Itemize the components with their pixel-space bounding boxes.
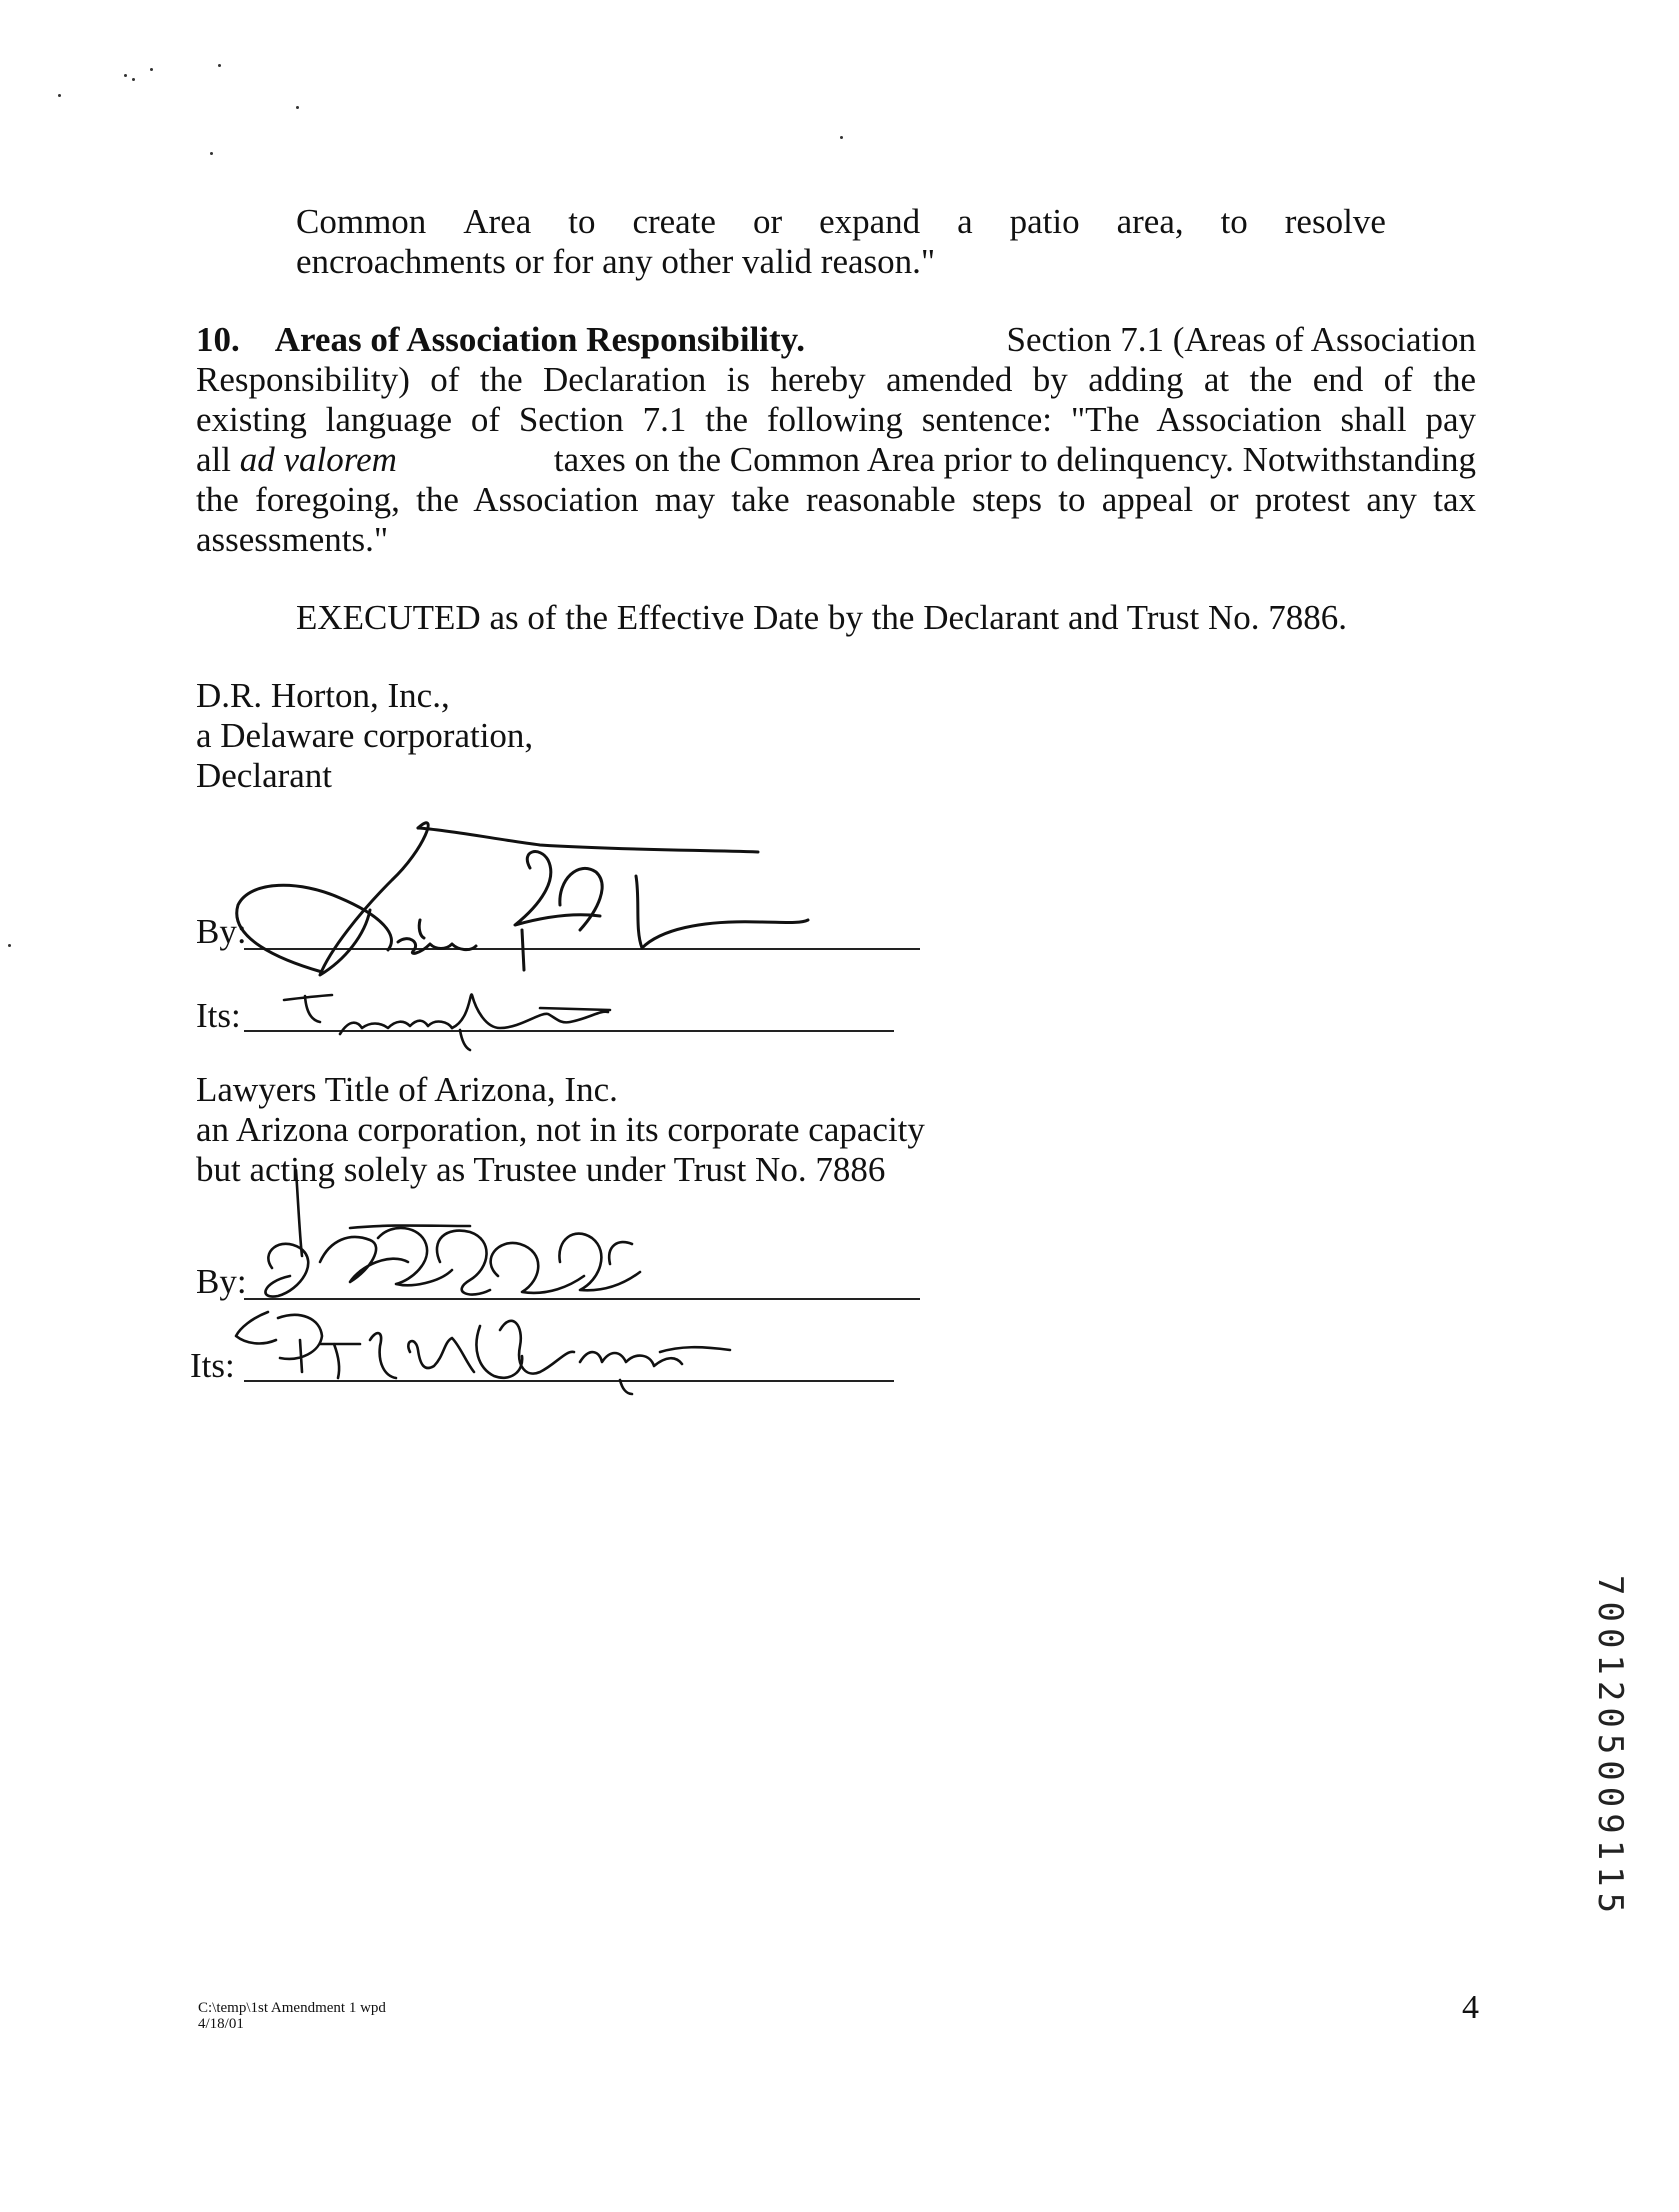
- trustee-its-label: Its:: [190, 1346, 235, 1385]
- section-10-line-5: the foregoing, the Association may take reasonable steps to appeal or protest any tax: [196, 480, 1476, 519]
- trustee-line-3: but acting solely as Trustee under Trust No. 7886: [196, 1150, 886, 1189]
- trustee-by-label: By:: [196, 1262, 247, 1301]
- declarant-its-label: Its:: [196, 996, 241, 1035]
- declarant-type: a Delaware corporation,: [196, 716, 534, 755]
- section-10-line-4: all ad valorem taxes on the Common Area prior to delinquency. Notwithstanding: [196, 440, 1476, 479]
- page-number: 4: [1462, 1989, 1479, 2026]
- recording-stamp: 7001205009115: [1590, 1575, 1630, 1920]
- continuation-line-1: Common Area to create or expand a patio area, to resolve: [296, 202, 1386, 241]
- trustee-name: Lawyers Title of Arizona, Inc.: [196, 1070, 618, 1109]
- trustee-line-2: an Arizona corporation, not in its corporate capacity: [196, 1110, 925, 1149]
- section-heading: Areas of Association Responsibility.: [274, 320, 805, 359]
- footer-file-path: C:\temp\1st Amendment 1 wpd: [198, 2000, 386, 2016]
- declarant-name: D.R. Horton, Inc.,: [196, 676, 450, 715]
- section-10-line-3: existing language of Section 7.1 the following sentence: "The Association shall pay: [196, 400, 1476, 439]
- continuation-line-2: encroachments or for any other valid reason.": [296, 242, 936, 281]
- footer-date: 4/18/01: [198, 2016, 244, 2032]
- section-number: 10.: [196, 320, 240, 359]
- declarant-role: Declarant: [196, 756, 333, 795]
- declarant-by-label: By:: [196, 912, 247, 951]
- executed-statement: EXECUTED as of the Effective Date by the Declarant and Trust No. 7886.: [296, 598, 1348, 637]
- section-10-line-1-rest: Section 7.1 (Areas of Association: [1006, 320, 1476, 359]
- section-10-line-6: assessments.": [196, 520, 389, 559]
- ad-valorem-italic: ad valorem: [239, 440, 397, 479]
- section-10-line-2: Responsibility) of the Declaration is hereby amended by adding at the end of the: [196, 360, 1476, 399]
